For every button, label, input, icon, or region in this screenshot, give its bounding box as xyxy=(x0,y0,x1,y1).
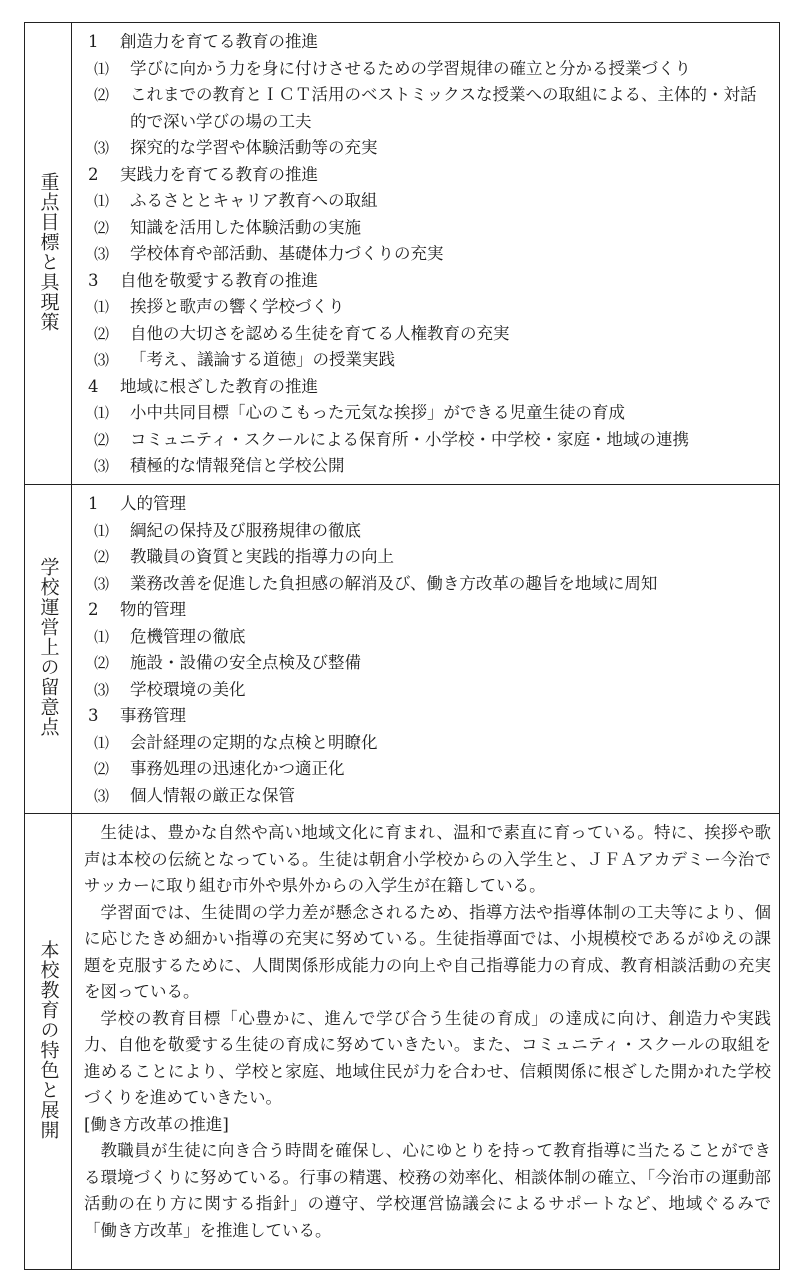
item-text: コミュニティ・スクールによる保育所・小学校・中学校・家庭・地域の連携 xyxy=(130,429,690,449)
list-item xyxy=(84,215,771,242)
item-text: 学校体育や部活動、基礎体力づくりの充実 xyxy=(130,244,444,263)
section-number: 3 xyxy=(88,270,99,290)
item-text: 探究的な学習や体験活動等の充実 xyxy=(130,138,378,157)
section-heading xyxy=(84,268,771,295)
row-header-cell xyxy=(25,23,72,485)
item-text: 学校環境の美化 xyxy=(130,679,246,699)
item-number: ⑵ xyxy=(94,324,110,343)
row-content-school-features xyxy=(72,814,780,1270)
item-number: ⑶ xyxy=(94,351,110,369)
row-label-management-notes: 学校運営上の留意点 xyxy=(37,557,60,737)
item-text: 教職員の資質と実践的指導力の向上 xyxy=(130,547,394,566)
row-label-school-features: 本校教育の特色と展開 xyxy=(37,939,60,1140)
section-heading xyxy=(84,29,771,56)
item-number: ⑵ xyxy=(94,86,110,104)
section-subheading: [働き方改革の推進] xyxy=(84,1114,229,1134)
row-label-priority-goals: 重点目標と具現策 xyxy=(37,171,60,332)
section-number: 2 xyxy=(88,164,99,184)
section-title: 事務管理 xyxy=(120,706,186,725)
item-text: 業務改善を促進した負担感の解消及び、働き方改革の趣旨を地域に周知 xyxy=(130,573,658,593)
table-row-priority-goals xyxy=(25,23,780,485)
section-heading xyxy=(84,703,771,730)
section-title: 創造力を育てる教育の推進 xyxy=(120,32,318,51)
item-number: ⑵ xyxy=(94,548,110,566)
row-content-management-notes xyxy=(72,485,780,814)
section-title: 物的管理 xyxy=(120,600,186,619)
list-item xyxy=(84,730,771,757)
item-text: 自他の大切さを認める生徒を育てる人権教育の充実 xyxy=(130,323,510,343)
item-text: 施設・設備の安全点検及び整備 xyxy=(130,653,361,672)
list-item xyxy=(84,188,771,215)
item-number: ⑴ xyxy=(94,59,110,78)
item-number: ⑵ xyxy=(94,218,110,237)
table-row-school-features xyxy=(25,814,780,1270)
list-item xyxy=(84,544,771,571)
list-item xyxy=(84,56,771,83)
list-item xyxy=(84,783,771,810)
list-item xyxy=(84,518,771,545)
list-item xyxy=(84,347,771,374)
table-row-management-notes xyxy=(25,485,780,814)
paragraph: 学習面では、生徒間の学力差が懸念されるため、指導方法や指導体制の工夫等により、個に応じたきめ細かい指導の充実に努めている。生徒指導面では、小規模校であるがゆえの課題を克服するために、人間関係形成能力の向上や自己指導能力の育成、教育相談活動の充実を図っている。 xyxy=(84,902,771,1001)
section-title: 人的管理 xyxy=(120,494,186,513)
item-number: ⑵ xyxy=(94,430,110,449)
row-header-cell xyxy=(25,485,72,814)
paragraph: 教職員が生徒に向き合う時間を確保し、心にゆとりを持って教育指導に当たることができる環境づくりに努めている。行事の精選、校務の効率化、相談体制の確立、「今治市の運動部活動の在り方に関する指針」の遵守、学校運営協議会によるサポートなど、地域ぐるみで「働き方改革」を推進している。 xyxy=(84,1141,772,1240)
school-plan-table xyxy=(24,22,780,1270)
item-text: 積極的な情報発信と学校公開 xyxy=(130,456,345,475)
section-title: 実践力を育てる教育の推進 xyxy=(120,164,318,184)
item-number: ⑵ xyxy=(94,760,110,778)
item-text: 挨拶と歌声の響く学校づくり xyxy=(130,297,345,316)
section-heading xyxy=(84,162,771,189)
item-number: ⑴ xyxy=(94,192,110,210)
row-header-cell xyxy=(25,814,72,1270)
item-text: 小中共同目標「心のこもった元気な挨拶」ができる児童生徒の育成 xyxy=(130,403,625,422)
list-item xyxy=(84,756,771,783)
item-number: ⑶ xyxy=(94,139,110,157)
item-number: ⑴ xyxy=(94,521,110,540)
row-content-priority-goals xyxy=(72,23,780,485)
list-item xyxy=(84,294,771,321)
list-item xyxy=(84,453,771,480)
section-number: 3 xyxy=(88,706,99,725)
list-item xyxy=(84,650,771,677)
document-page xyxy=(24,22,780,1262)
item-number: ⑶ xyxy=(94,245,110,263)
item-number: ⑶ xyxy=(94,574,110,593)
section-number: 1 xyxy=(88,32,99,51)
list-item xyxy=(84,400,771,427)
section-number: 2 xyxy=(88,600,99,619)
item-text: 事務処理の迅速化かつ適正化 xyxy=(130,759,345,778)
item-text: ふるさととキャリア教育への取組 xyxy=(130,191,378,210)
item-number: ⑶ xyxy=(94,680,110,699)
section-heading xyxy=(84,374,771,401)
item-text: 学びに向かう力を身に付けさせるための学習規律の確立と分かる授業づくり xyxy=(130,58,691,78)
list-item xyxy=(84,677,771,704)
item-number: ⑴ xyxy=(94,627,110,646)
item-text: 個人情報の厳正な保管 xyxy=(130,785,295,805)
item-text: 知識を活用した体験活動の実施 xyxy=(130,217,361,237)
item-number: ⑶ xyxy=(94,786,110,805)
item-text: これまでの教育とＩＣＴ活用のベストミックスな授業への取組による、主体的・対話的で深い学びの場の工夫 xyxy=(130,85,757,131)
item-number: ⑴ xyxy=(94,404,110,422)
list-item xyxy=(84,82,771,135)
section-number: 4 xyxy=(88,376,99,396)
section-heading xyxy=(84,597,771,624)
paragraph: 生徒は、豊かな自然や高い地域文化に育まれ、温和で素直に育っている。特に、挨拶や歌声は本校の伝統となっている。生徒は朝倉小学校からの入学生と、ＪＦＡアカデミー今治でサッカーに取り組む市外や県外からの入学生が在籍している。 xyxy=(84,823,771,895)
section-heading xyxy=(84,491,771,518)
item-number: ⑶ xyxy=(94,457,110,475)
item-number: ⑴ xyxy=(94,298,110,316)
item-text: 綱紀の保持及び服務規律の徹底 xyxy=(130,520,361,540)
section-title: 地域に根ざした教育の推進 xyxy=(120,376,318,396)
section-number: 1 xyxy=(88,494,99,513)
list-item xyxy=(84,571,771,598)
paragraph: 学校の教育目標「心豊かに、進んで学び合う生徒の育成」の達成に向け、創造力や実践力、自他を敬愛する生徒の育成に努めていきたい。また、コミュニティ・スクールの取組を進めることにより、学校と家庭、地域住民が力を合わせ、信頼関係に根ざした開かれた学校づくりを進めていきたい。 xyxy=(84,1008,771,1107)
list-item xyxy=(84,624,771,651)
item-text: 「考え、議論する道徳」の授業実践 xyxy=(130,350,395,369)
item-text: 会計経理の定期的な点検と明瞭化 xyxy=(130,732,378,752)
item-number: ⑵ xyxy=(94,654,110,672)
section-title: 自他を敬愛する教育の推進 xyxy=(120,270,318,290)
item-number: ⑴ xyxy=(94,733,110,752)
item-text: 危機管理の徹底 xyxy=(130,626,246,646)
list-item xyxy=(84,321,771,348)
list-item xyxy=(84,241,771,268)
list-item xyxy=(84,427,771,454)
list-item xyxy=(84,135,771,162)
